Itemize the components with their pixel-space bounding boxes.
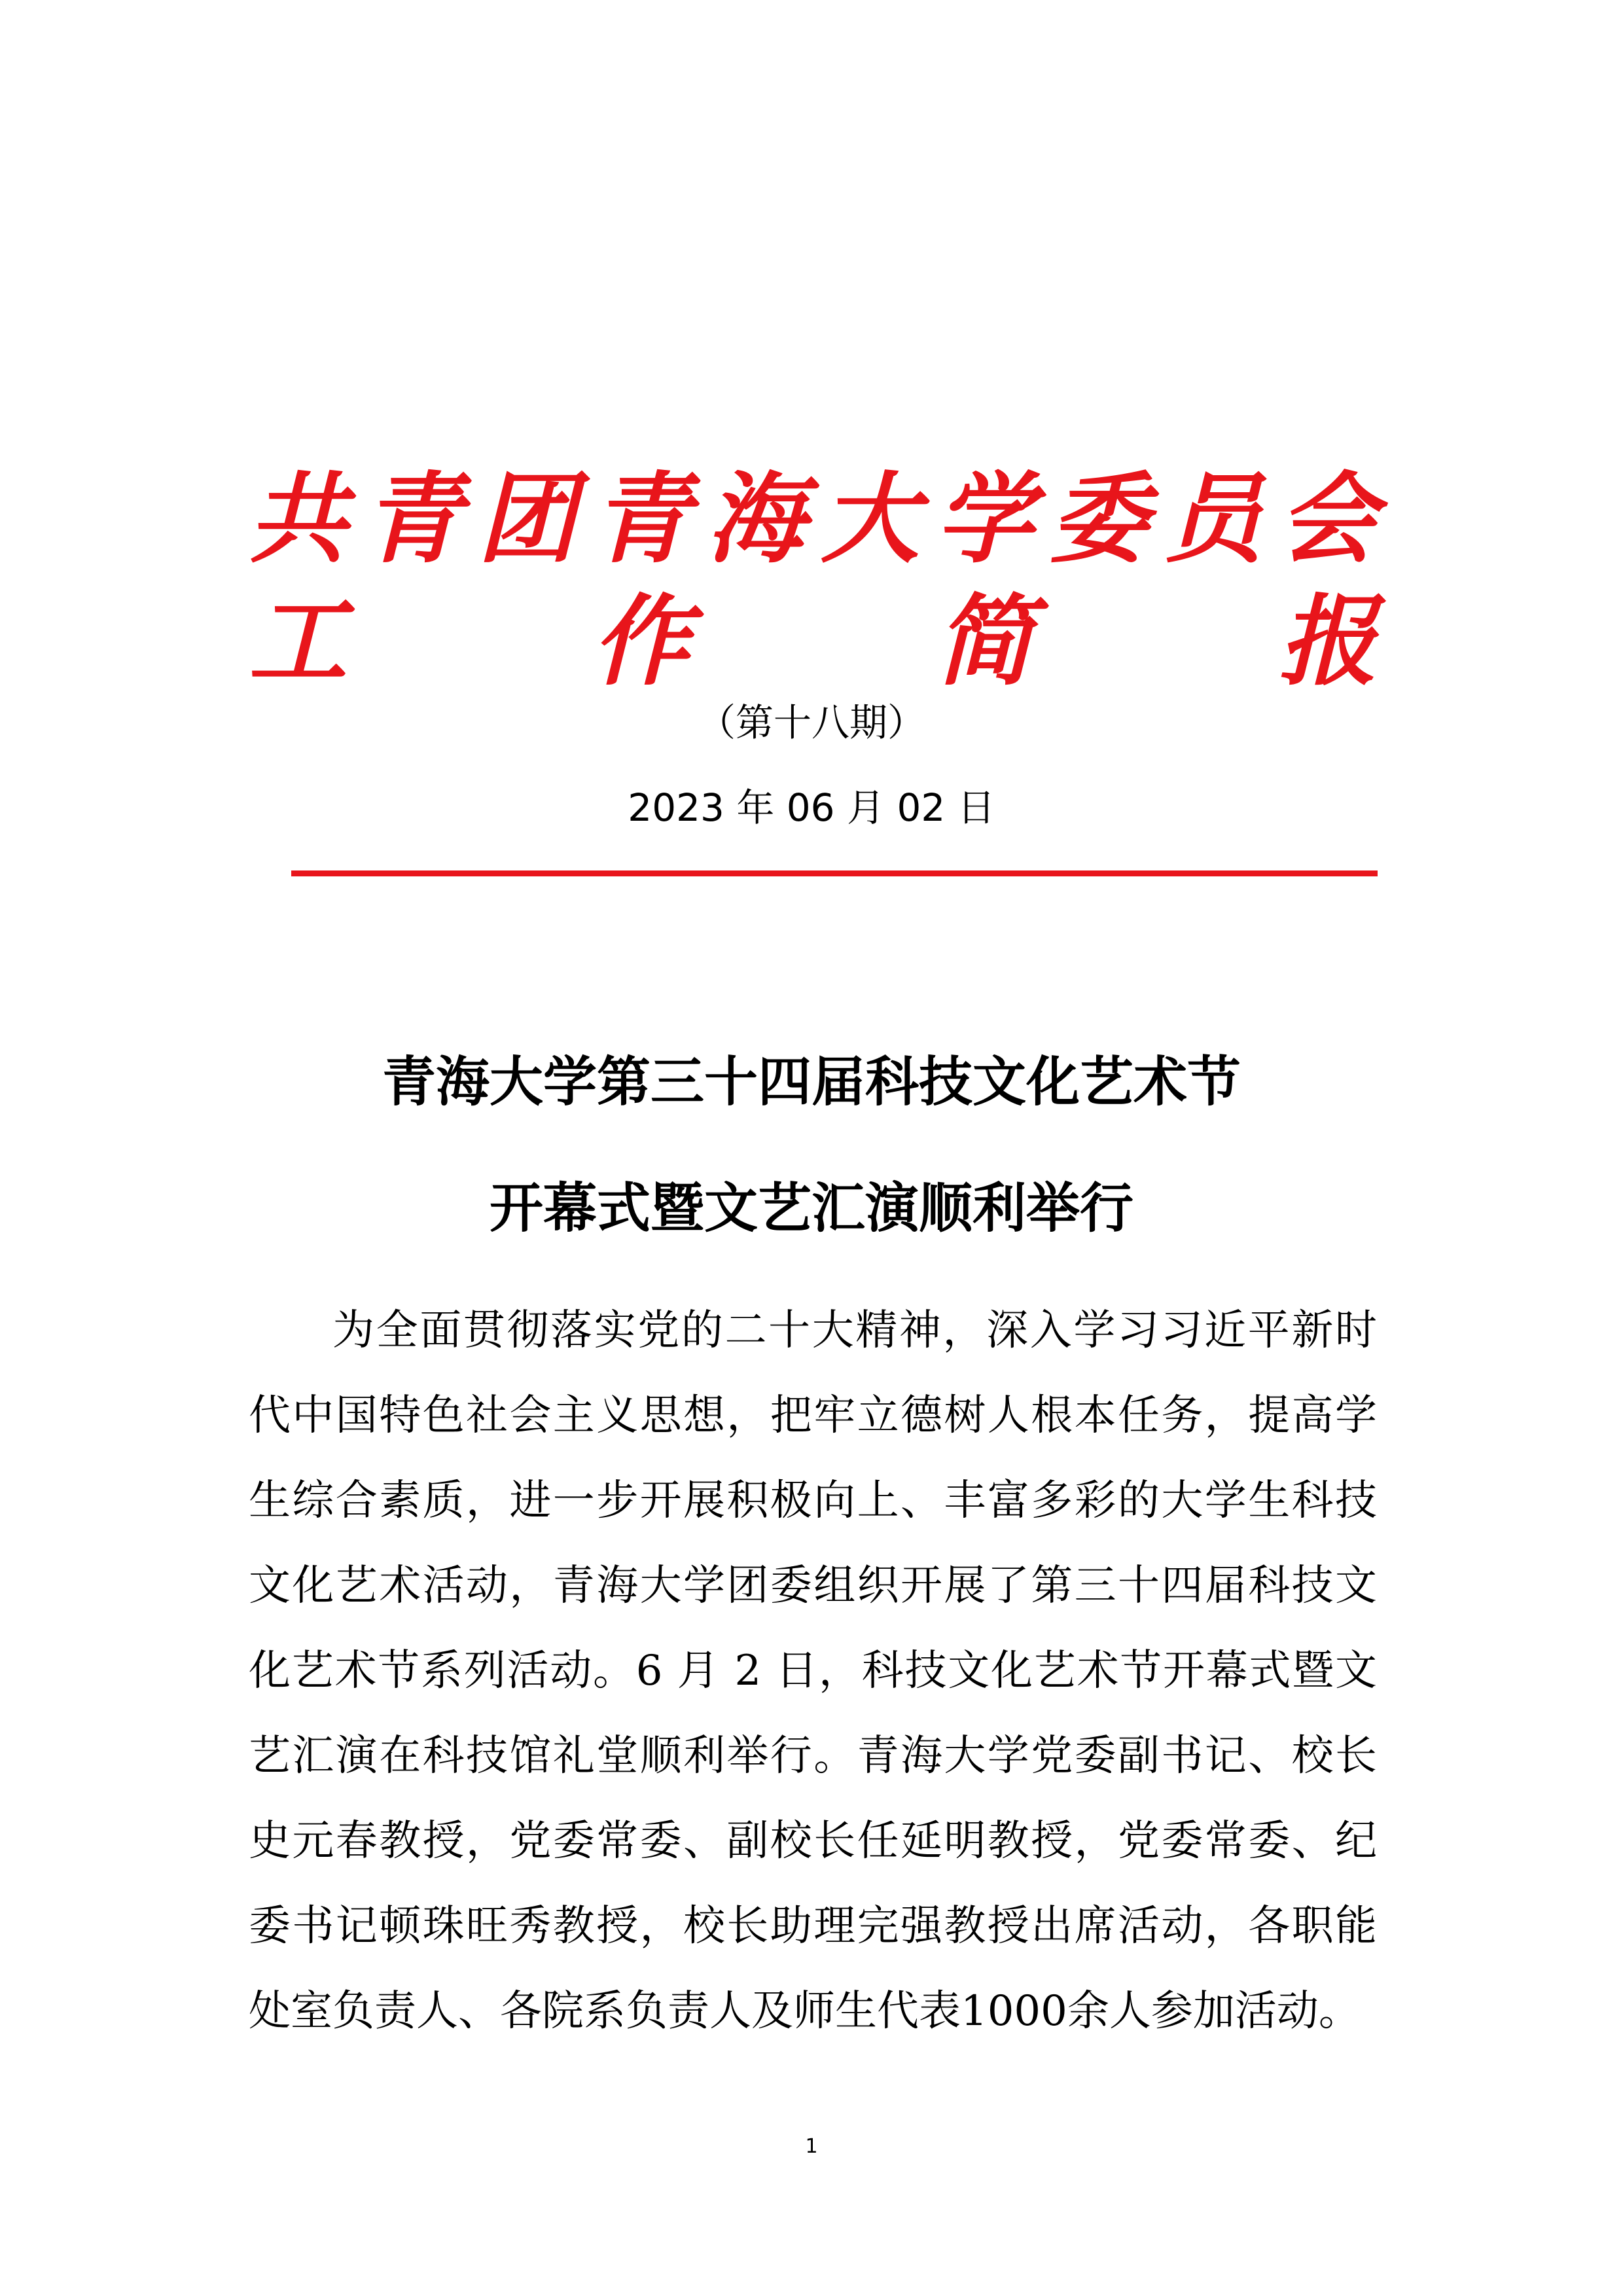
masthead-char: 学 — [935, 461, 1034, 577]
masthead-char: 简 — [935, 584, 1034, 699]
masthead-char: 报 — [1278, 584, 1377, 699]
masthead-char: 工 — [249, 584, 348, 699]
masthead-char: 青 — [363, 461, 461, 577]
article-title-line2: 开幕式暨文艺汇演顺利举行 — [489, 1177, 1133, 1240]
masthead-char: 大 — [821, 461, 919, 577]
masthead-char: 团 — [477, 461, 576, 577]
masthead-char: 青 — [592, 461, 690, 577]
masthead-char: 共 — [249, 461, 348, 577]
masthead-char: 海 — [706, 461, 805, 577]
masthead-char: 委 — [1050, 461, 1149, 577]
masthead-char: 员 — [1164, 461, 1263, 577]
article-body: 为全面贯彻落实党的二十大精神，深入学习习近平新时代中国特色社会主义思想，把牢立德树人根本任务，提高学生综合素质，进一步开展积极向上、丰富多彩的大学生科技文化艺术活动，青海大学团委组织开展了第三十四届科技文化艺术节系列活动。6 月 2 日，科技文化艺术节开幕式暨文艺汇演在科技馆礼堂顺利举行。青海大学党委副书记、校长史元春教授，党委常委、副校长任延明教授，党委常委、纪委书记顿珠旺秀教授，校长助理完强教授出席活动，各职能处室负责人、各院系负责人及师生代表1000余人参加活动。 — [249, 1306, 1377, 2036]
masthead-title-line1 — [249, 461, 1377, 577]
masthead-char: 会 — [1278, 461, 1377, 577]
page-number: 1 — [805, 2135, 818, 2158]
masthead-title-line2 — [249, 584, 1377, 699]
article-title-line1: 青海大学第三十四届科技文化艺术节 — [382, 1050, 1241, 1113]
issue-number: （第十八期） — [697, 700, 925, 745]
masthead-char: 作 — [592, 584, 690, 699]
issue-date: 2023 年 06 月 02 日 — [628, 785, 995, 830]
header-divider — [291, 870, 1378, 876]
